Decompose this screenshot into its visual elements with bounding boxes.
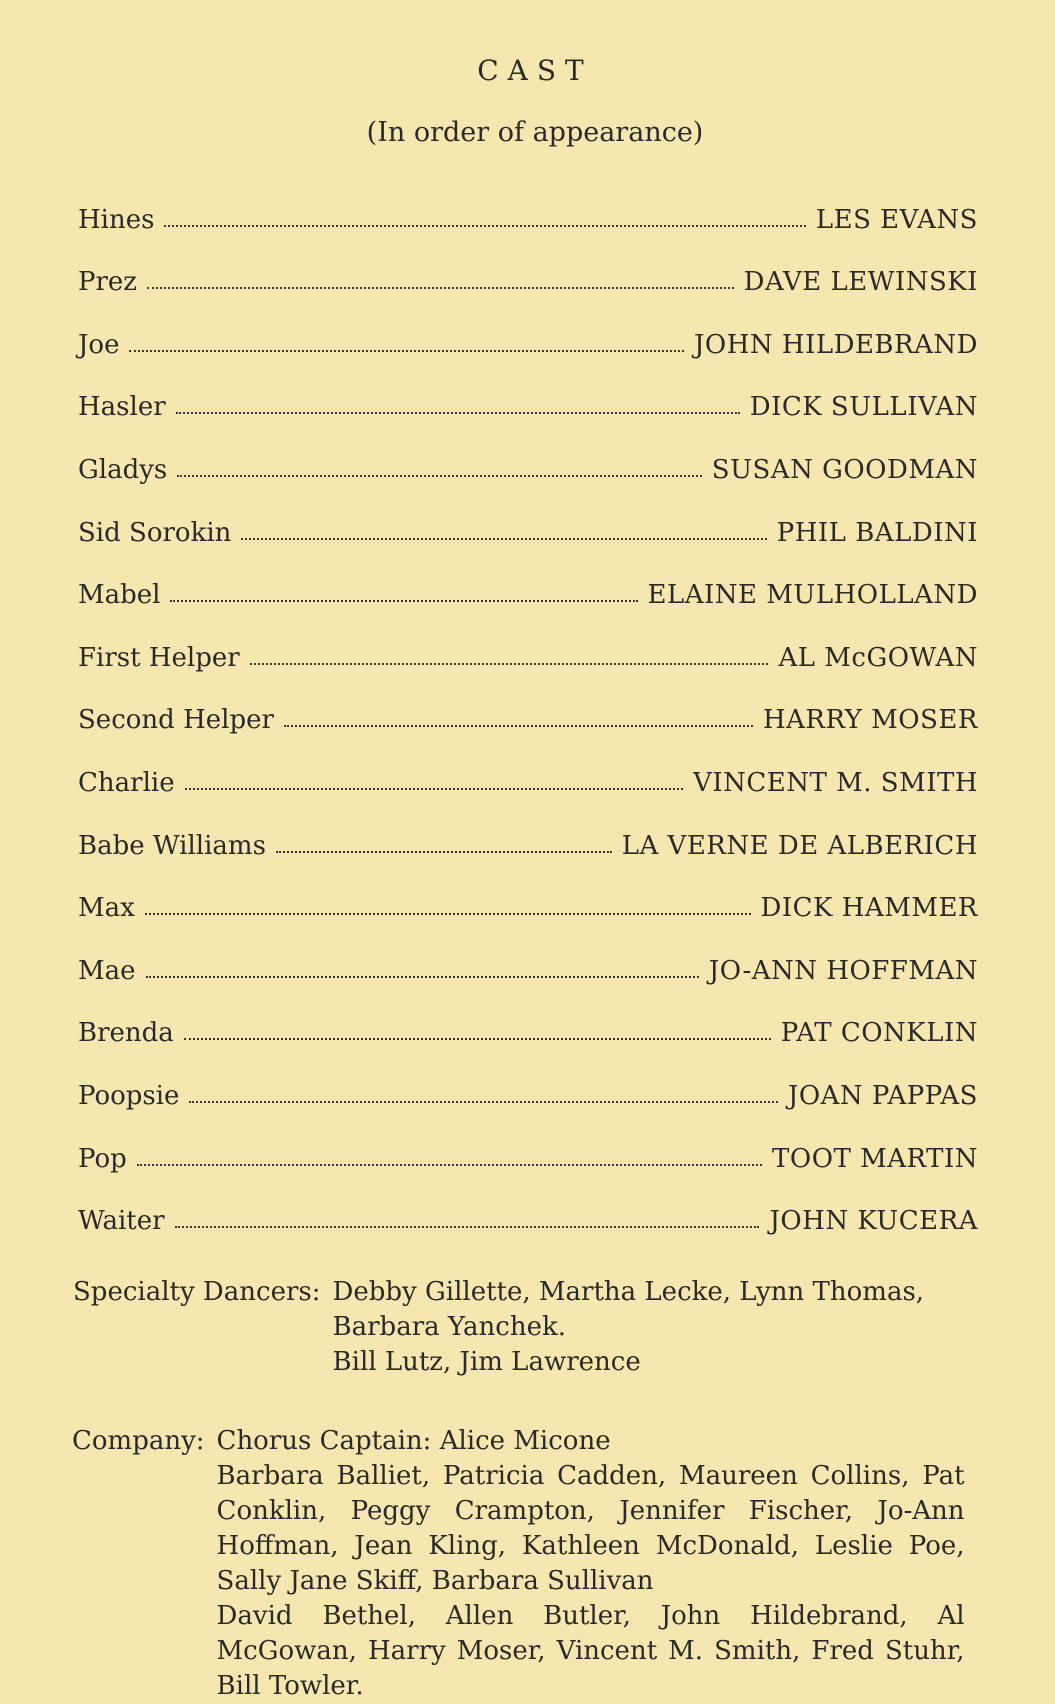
specialty-dancers-section <box>73 1275 973 1380</box>
specialty-dancers-label: Specialty Dancers: <box>73 1277 321 1307</box>
cast-actor: LA VERNE DE ALBERICH <box>621 830 978 861</box>
cast-actor: TOOT MARTIN <box>772 1143 978 1174</box>
cast-actor: PAT CONKLIN <box>780 1018 978 1049</box>
chorus-captain: Chorus Captain: Alice Micone <box>216 1426 611 1456</box>
dot-leader <box>137 1164 762 1166</box>
cast-actor: ELAINE MULHOLLAND <box>647 580 978 611</box>
dot-leader <box>189 1101 777 1103</box>
dot-leader <box>177 475 702 477</box>
cast-row <box>78 673 978 736</box>
cast-role: Max <box>78 893 135 924</box>
company-section <box>72 1424 972 1704</box>
cast-role: Mae <box>78 955 136 986</box>
cast-role: Hines <box>78 204 155 235</box>
dot-leader <box>241 538 766 540</box>
cast-row <box>78 861 978 924</box>
dot-leader <box>129 350 684 352</box>
cast-role: Waiter <box>78 1206 165 1237</box>
cast-role: Brenda <box>78 1018 174 1049</box>
cast-actor: JO-ANN HOFFMAN <box>708 955 978 986</box>
cast-actor: VINCENT M. SMITH <box>693 767 978 798</box>
cast-actor: HARRY MOSER <box>762 705 978 736</box>
cast-role: Babe Williams <box>78 830 266 861</box>
page-title: CAST <box>477 54 593 87</box>
dot-leader <box>276 851 612 853</box>
cast-row <box>78 1048 978 1111</box>
cast-row <box>78 485 978 548</box>
cast-row <box>78 235 978 298</box>
cast-row <box>78 172 978 235</box>
cast-row <box>78 297 978 360</box>
cast-actor: JOAN PAPPAS <box>787 1080 978 1111</box>
dot-leader <box>176 412 740 414</box>
cast-role: Second Helper <box>78 705 274 736</box>
cast-actor: DICK SULLIVAN <box>749 392 978 423</box>
cast-role: Joe <box>78 329 120 360</box>
cast-role: Prez <box>78 267 138 298</box>
dot-leader <box>147 287 734 289</box>
cast-row <box>78 422 978 485</box>
company-label: Company: <box>72 1426 205 1456</box>
cast-actor: PHIL BALDINI <box>776 517 978 548</box>
cast-row <box>78 923 978 986</box>
cast-row <box>78 735 978 798</box>
cast-list <box>78 172 978 1236</box>
cast-row <box>78 1111 978 1174</box>
page-subtitle: (In order of appearance) <box>366 117 704 148</box>
cast-actor: DAVE LEWINSKI <box>743 267 978 298</box>
company-women: Barbara Balliet, Patricia Cadden, Maureen Collins, Pat Conklin, Peggy Crampton, Jennifer Fischer, Jo-Ann Hoffman, Jean Kling, Kathleen McDonald, Leslie Poe, Sally Jane Skiff, Barbara Sullivan <box>216 1461 965 1596</box>
dot-leader <box>170 600 637 602</box>
specialty-dancers-line: Barbara Yanchek. <box>332 1312 566 1342</box>
specialty-dancers-names <box>333 1275 925 1380</box>
cast-actor: LES EVANS <box>815 204 978 235</box>
cast-role: Gladys <box>78 454 168 485</box>
dot-leader <box>184 1038 771 1040</box>
dot-leader <box>146 976 699 978</box>
cast-actor: JOHN KUCERA <box>769 1206 978 1237</box>
company-men: David Bethel, Allen Butler, John Hildebrand, Al McGowan, Harry Moser, Vincent M. Smith, Fred Stuhr, Bill Towler. <box>216 1601 965 1701</box>
cast-role: Poopsie <box>78 1080 180 1111</box>
specialty-dancers-line: Debby Gillette, Martha Lecke, Lynn Thomas, <box>332 1277 925 1307</box>
dot-leader <box>145 913 751 915</box>
dot-leader <box>185 788 684 790</box>
dot-leader <box>284 725 753 727</box>
company-members <box>217 1424 965 1704</box>
cast-row <box>78 548 978 611</box>
cast-role: Charlie <box>78 767 175 798</box>
cast-row <box>78 1174 978 1237</box>
specialty-dancers-line: Bill Lutz, Jim Lawrence <box>332 1347 641 1377</box>
dot-leader <box>164 225 805 227</box>
cast-actor: JOHN HILDEBRAND <box>693 329 978 360</box>
cast-row <box>78 360 978 423</box>
cast-actor: DICK HAMMER <box>760 893 978 924</box>
dot-leader <box>250 663 769 665</box>
cast-row <box>78 798 978 861</box>
cast-role: Hasler <box>78 392 166 423</box>
dot-leader <box>175 1226 760 1228</box>
cast-role: Pop <box>78 1143 127 1174</box>
cast-role: First Helper <box>78 642 240 673</box>
cast-role: Mabel <box>78 580 161 611</box>
cast-row <box>78 986 978 1049</box>
cast-actor: SUSAN GOODMAN <box>711 454 978 485</box>
cast-role: Sid Sorokin <box>78 517 232 548</box>
cast-actor: AL McGOWAN <box>778 642 978 673</box>
cast-row <box>78 610 978 673</box>
